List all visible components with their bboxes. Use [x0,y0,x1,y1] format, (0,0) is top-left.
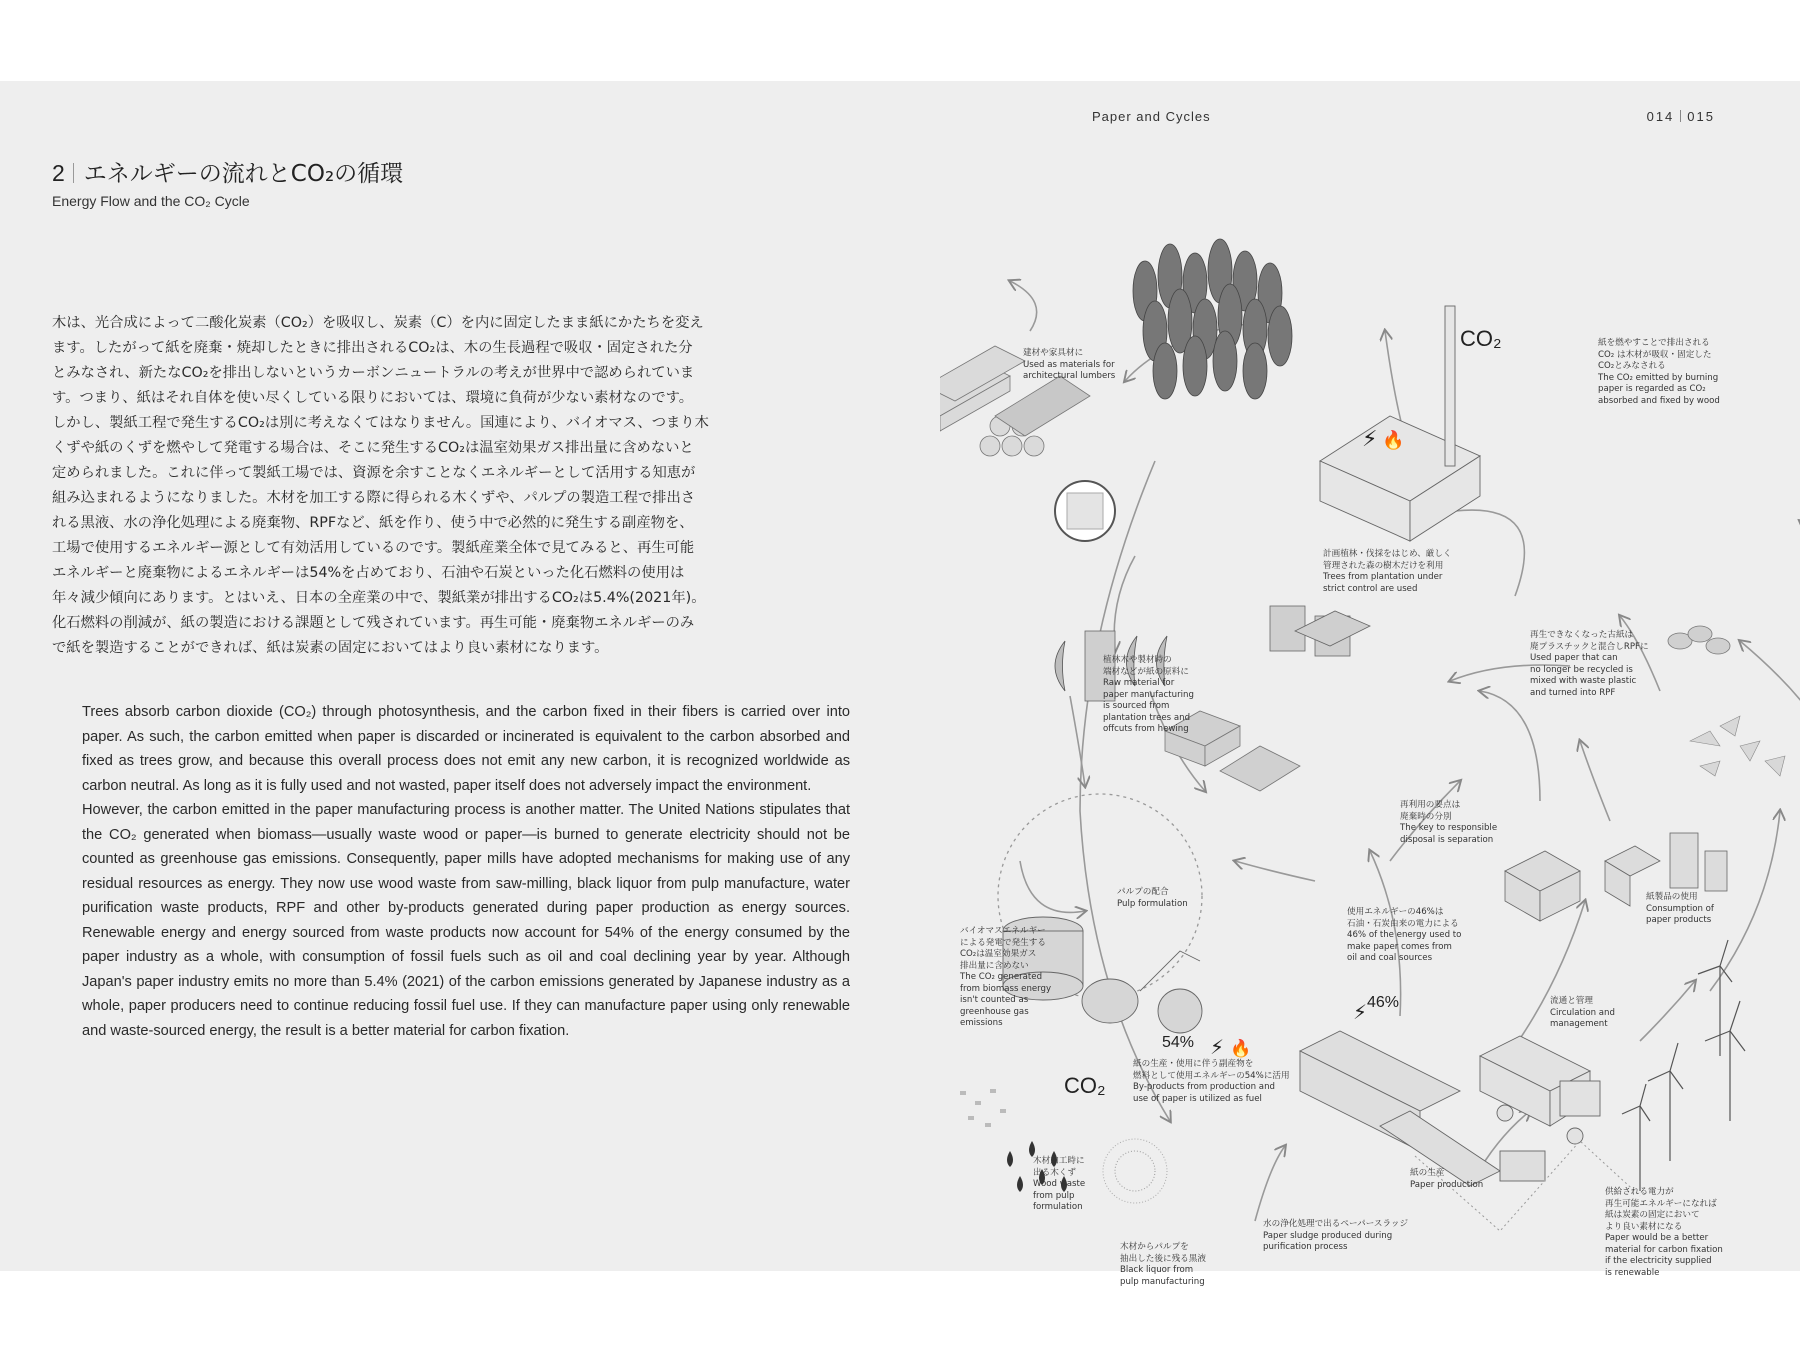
log-core [1067,493,1103,529]
label-lumber: 建材や家具材に Used as materials for architectural lumbers [1023,348,1116,381]
label-consumption: 紙製品の使用 Consumption of paper products [1646,892,1714,925]
truck-illustration [1480,1036,1600,1144]
label-paper-production: 紙の生産 Paper production [1410,1168,1484,1190]
sludge-particles [1103,1139,1167,1203]
flame-icon-54: 🔥 [1230,1039,1252,1059]
page-number-right: 015 [1687,109,1715,124]
flame-icon: 🔥 [1382,430,1405,451]
lightning-icon: ⚡ [1362,427,1378,452]
percent-54: 54% [1162,1034,1195,1051]
label-byproducts: 紙の生産・使用に伴う副産物を 燃料として使用エネルギーの54%に活用 By-products from production and use of paper is utilized as fuel [1133,1059,1290,1104]
section-heading [52,155,403,188]
co2-label-left: CO₂ [1064,1073,1106,1098]
lightning-icon-54: ⚡ [1210,1035,1225,1059]
jp-paragraph-1: 木は、光合成によって二酸化炭素（CO₂）を吸収し、炭素（C）を内に固定したまま紙にかたちを変え ます。したがって紙を廃棄・焼却したときに排出されるCO₂は、木の生長過程で吸収・固定された分 とみなされ、新たなCO₂を排出しないというカーボンニュートラルの考えが世界中で認められていま す。つまり、紙はそれ自体を使い尽くしている限りにおいては、環境に負荷が少ない素材なのです。 [52,315,704,406]
folio-divider [1680,110,1681,122]
factory-illustration [1320,306,1480,541]
section-number: 2 [52,160,65,186]
label-burn: 紙を燃やすことで排出される CO₂ は木材が吸収・固定した CO₂とみなされる The CO₂ emitted by burning paper is regarded as CO₂ absorbed and fixed by wood [1598,338,1720,406]
co2-cycle-diagram [940,221,1800,1287]
label-black-liquor: 木材からパルプを 抽出した後に残る黒液 Black liquor from pulp manufacturing [1120,1242,1206,1287]
en-paragraph-2: However, the carbon emitted in the paper manufacturing process is another matter. The United Nations stipulates that the CO₂ generated when biomass—usually waste wood or paper—is burned to generate electricity should not be counted as greenhouse gas emissions. Consequently, paper mills have adopted mechanisms for making use of any residual resources as energy. They now use wood waste from saw-milling, black liquor from pulp manufacture, water purification waste products, RPF and other by-products generated during paper production as energy sources. Renewable energy and energy sourced from waste products now account for 54% of the energy consumed by the paper industry as a whole, with consumption of fossil fuels such as oil and coal declining year by year. Although Japan's paper industry emits no more than 5.4% (2021) of the carbon emissions generated by Japanese industry as a whole, paper producers need to continue reducing fossil fuel use. If they can manufacture paper using only renewable and waste-sourced energy, the result is a better material for carbon fixation. [82,802,850,1039]
label-pulp-formulation: パルプの配合 Pulp formulation [1117,887,1188,909]
label-energy-46: 使用エネルギーの46%は 石油・石炭由来の電力による 46% of the energy used to make paper comes from oil and coal sources [1347,907,1462,963]
forest-illustration [1133,239,1292,399]
body-text-japanese [52,311,712,661]
heading-divider [73,163,74,183]
sludge-particles-inner [1115,1151,1155,1191]
en-paragraph-1: Trees absorb carbon dioxide (CO₂) through photosynthesis, and the carbon fixed in their fibers is carried over into paper. As such, the carbon emitted when paper is discarded or incinerated is equivalent to the carbon absorbed and fixed as trees grow, and because this overall process does not emit any new carbon, it is recognized worldwide as carbon neutral. As long as it is fully used and not wasted, paper itself does not adversely impact the environment. [82,704,850,794]
label-wood-waste: 木材加工時に 出る木くず Wood waste from pulp formulation [1033,1156,1086,1212]
section-title-en: Energy Flow and the CO₂ Cycle [52,193,250,209]
wind-turbines-illustration [1622,940,1745,1191]
page-numbers [1647,109,1715,124]
page-number-left: 014 [1646,109,1675,124]
label-separation: 再利用の要点は 廃棄時の分別 The key to responsible disposal is separation [1400,800,1498,845]
page-spread [0,81,1800,1287]
co2-label-top: CO₂ [1460,326,1502,351]
section-title-jp: エネルギーの流れとCO₂の循環 [83,161,404,187]
lightning-icon-46: ⚡ [1353,1000,1368,1024]
label-biomass: バイオマスエネルギー による発電で発生する CO₂は温室効果ガス 排出量に含めない The CO₂ generated from biomass energy isn't counted as greenhouse gas emissions [960,926,1052,1028]
label-distribution: 流通と管理 Circulation and management [1550,996,1615,1029]
label-renewable: 供給される電力が 再生可能エネルギーになれば 紙は炭素の固定において より良い素材になる Paper would be a better material for carbon fixation if the electricity supplied is renewable [1605,1187,1723,1278]
label-raw-material: 植林木や製材時の 端材などが紙の原料に Raw material for paper manufacturing is sourced from plantation trees and offcuts from hewing [1103,655,1194,734]
scrap-paper-illustration [1690,716,1785,776]
label-plantation: 計画植林・伐採をはじめ、厳しく 管理された森の樹木だけを利用 Trees from plantation under strict control are used [1323,549,1452,594]
percent-46: 46% [1367,994,1400,1011]
label-rpf: 再生できなくなった古紙は 廃プラスチックと混合しRPFに Used paper that can no longer be recycled is mixed with waste plastic and turned into RPF [1530,630,1649,698]
jp-paragraph-2: しかし、製紙工程で発生するCO₂は別に考えなくてはなりません。国連により、バイオマス、つまり木 くずや紙のくずを燃やして発電する場合は、そこに発生するCO₂は温室効果ガス排出量に含めないと 定められました。これに伴って製紙工場では、資源を余すことなくエネルギーとして活用する知恵が 組み込まれるようになりました。木材を加工する際に得られる木くずや、パルプの製造工程で排出さ れる黒液、水の浄化処理による廃棄物、RPFなど、紙を作り、使う中で必然的に発生する副産物を、 工場で使用するエネルギー源として有効活用しているのです。製紙産業全体で見てみると、再生可能 エネルギーと廃棄物によるエネルギーは54%を占めており、石油や石炭といった化石燃料の使用は 年々減少傾向にあります。とはいえ、日本の全産業の中で、製紙業が排出するCO₂は5.4%(2021年)。 化石燃料の削減が、紙の製造における課題として残されています。再生可能・廃棄物エネルギーのみ で紙を製造することができれば、紙は炭素の固定においてはより良い素材になります。 [52,415,709,656]
running-title: Paper and Cycles [1092,109,1211,124]
body-text-english [82,700,850,1043]
rpf-pellets [1668,626,1730,654]
label-sludge: 水の浄化処理で出るペーパースラッジ Paper sludge produced during purification process [1263,1219,1409,1252]
wood-chips [960,1089,1006,1127]
